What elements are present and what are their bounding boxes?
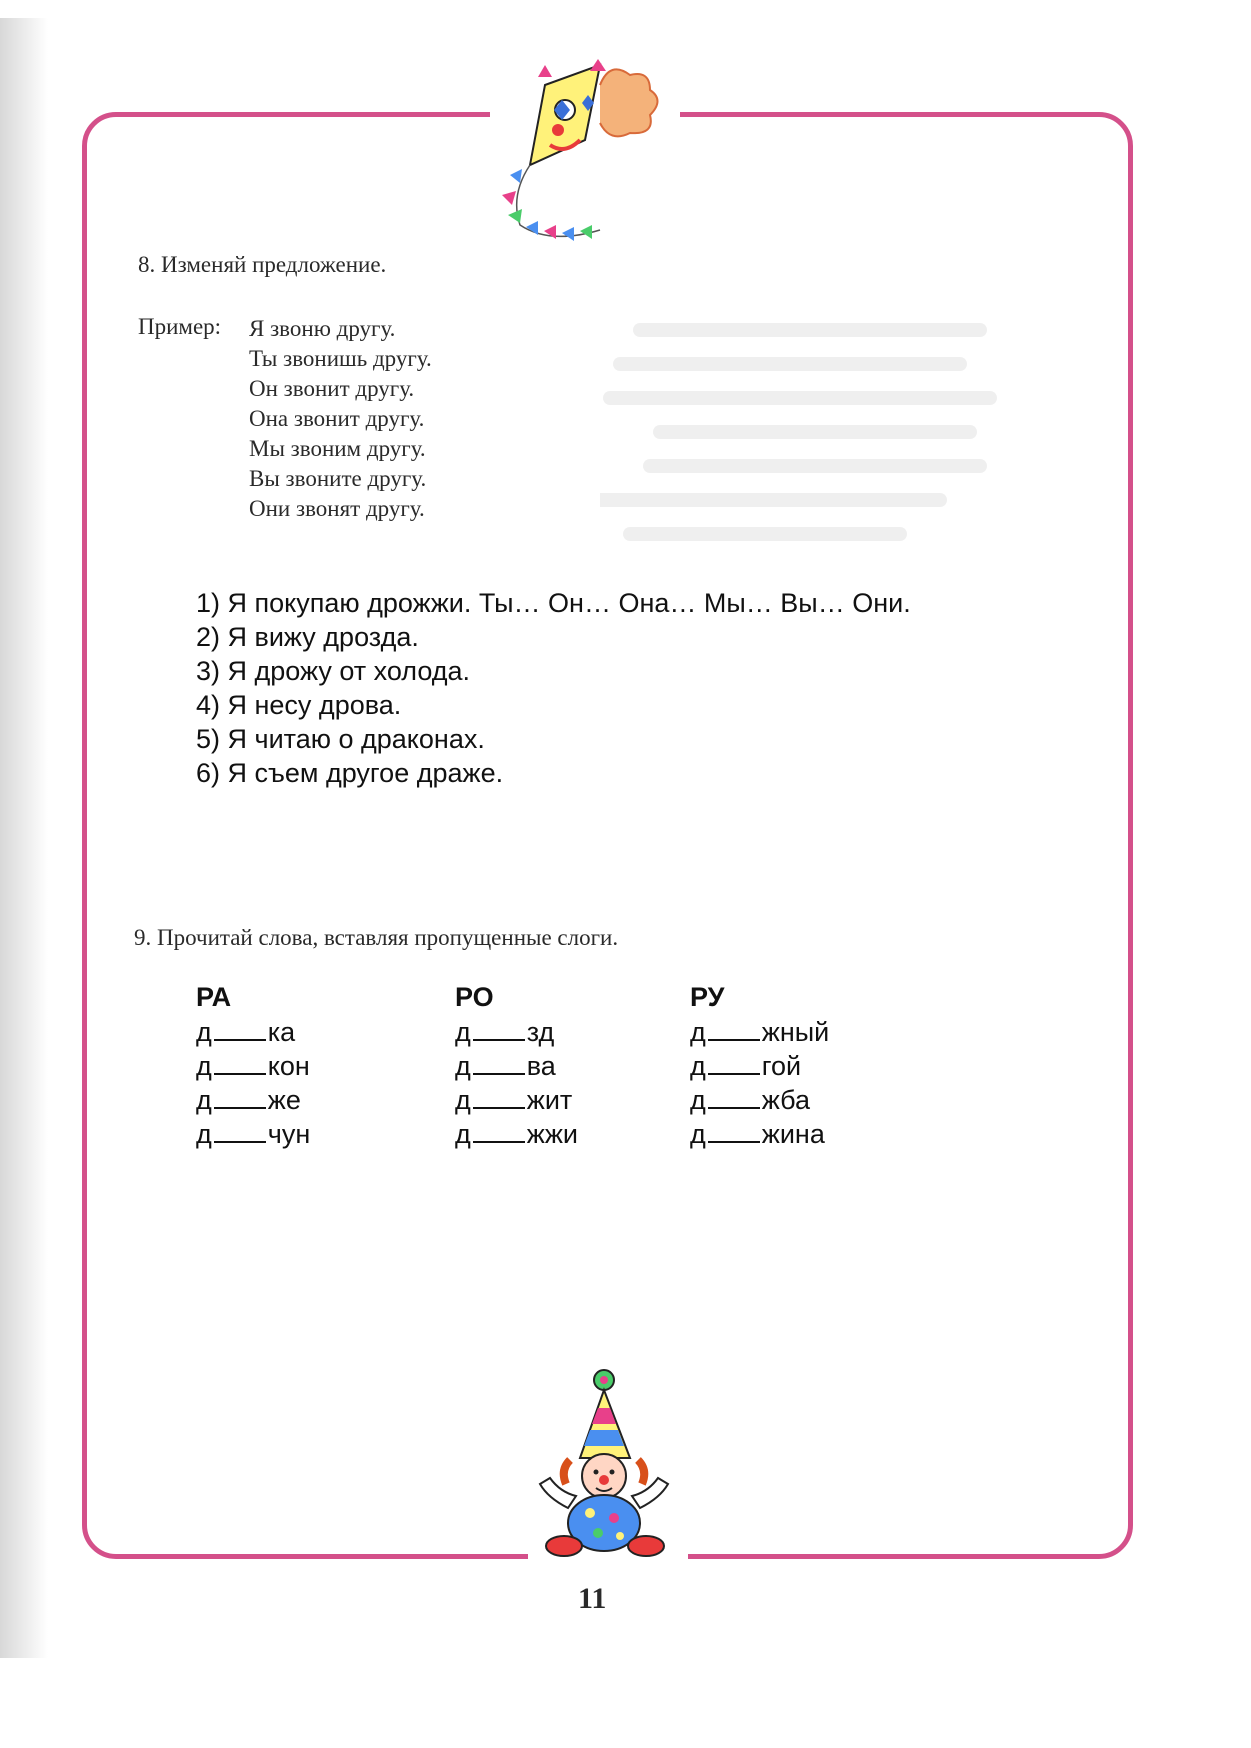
column-header: РА: [196, 982, 232, 1012]
word-prefix: д: [690, 1051, 706, 1081]
blank-line: [473, 1015, 525, 1041]
blank-line: [708, 1117, 760, 1143]
word-prefix: д: [690, 1119, 706, 1149]
column-header: РУ: [690, 982, 725, 1012]
blank-line: [214, 1117, 266, 1143]
example-line: Он звонит другу.: [249, 376, 415, 401]
example-line: Вы звоните другу.: [249, 466, 427, 491]
blank-line: [708, 1015, 760, 1041]
word-prefix: д: [455, 1085, 471, 1115]
task-item: 5) Я читаю о драконах.: [196, 724, 485, 754]
blank-line: [214, 1015, 266, 1041]
exercise-9-title: 9. Прочитай слова, вставляя пропущенные слоги.: [134, 925, 619, 950]
example-line: Она звонит другу.: [249, 406, 425, 431]
task-item: 4) Я несу дрова.: [196, 690, 402, 720]
task-item: 2) Я вижу дрозда.: [196, 622, 419, 652]
word-prefix: д: [196, 1085, 212, 1115]
word-blank-row: [196, 1083, 310, 1117]
word-suffix: жба: [761, 1085, 810, 1115]
word-suffix: гой: [761, 1051, 802, 1081]
blank-line: [214, 1049, 266, 1075]
blank-line: [473, 1083, 525, 1109]
word-blank-row: [455, 1049, 578, 1083]
blank-line: [708, 1049, 760, 1075]
page-bottom-margin: [0, 1658, 1251, 1748]
clown-doll-illustration: [528, 1368, 688, 1568]
word-suffix: ка: [267, 1017, 296, 1047]
example-sentences: [249, 314, 432, 524]
word-prefix: д: [196, 1051, 212, 1081]
word-prefix: д: [455, 1051, 471, 1081]
word-suffix: чун: [267, 1119, 311, 1149]
page-frame: [82, 112, 1133, 1559]
word-suffix: жный: [761, 1017, 830, 1047]
page-edge-shadow: [0, 18, 48, 1658]
blank-line: [473, 1117, 525, 1143]
example-line: Они звонят другу.: [249, 496, 425, 521]
kite-clown-illustration: [490, 55, 680, 245]
word-blank-row: [690, 1083, 829, 1117]
exercise-8-tasks: [196, 586, 911, 790]
word-blank-row: [455, 1117, 578, 1151]
example-label: Пример:: [138, 314, 222, 339]
task-item: 3) Я дрожу от холода.: [196, 656, 471, 686]
example-line: Ты звонишь другу.: [249, 346, 432, 371]
task-item: 6) Я съем другое драже.: [196, 758, 504, 788]
word-blank-row: [196, 1117, 310, 1151]
blank-line: [708, 1083, 760, 1109]
blank-line: [214, 1083, 266, 1109]
word-prefix: д: [690, 1085, 706, 1115]
task-item: 1) Я покупаю дрожжи. Ты… Он… Она… Мы… Вы… Они.: [196, 588, 911, 618]
page-number: 11: [578, 1582, 607, 1615]
word-prefix: д: [455, 1017, 471, 1047]
word-prefix: д: [196, 1017, 212, 1047]
word-suffix: зд: [526, 1017, 555, 1047]
column-header: РО: [455, 982, 494, 1012]
word-suffix: жина: [761, 1119, 825, 1149]
word-blank-row: [196, 1049, 310, 1083]
word-suffix: ва: [526, 1051, 556, 1081]
word-prefix: д: [455, 1119, 471, 1149]
syllable-column-ro: [455, 980, 578, 1151]
word-suffix: же: [267, 1085, 301, 1115]
syllable-column-ru: [690, 980, 829, 1151]
word-suffix: жит: [526, 1085, 573, 1115]
word-blank-row: [690, 1015, 829, 1049]
word-blank-row: [690, 1117, 829, 1151]
example-line: Я звоню другу.: [249, 316, 396, 341]
word-suffix: жжи: [526, 1119, 578, 1149]
word-blank-row: [455, 1083, 578, 1117]
word-blank-row: [196, 1015, 310, 1049]
word-blank-row: [690, 1049, 829, 1083]
example-line: Мы звоним другу.: [249, 436, 426, 461]
exercise-8-title: 8. Изменяй предложение.: [138, 252, 387, 277]
blank-line: [473, 1049, 525, 1075]
word-suffix: кон: [267, 1051, 310, 1081]
word-blank-row: [455, 1015, 578, 1049]
word-prefix: д: [196, 1119, 212, 1149]
syllable-column-ra: [196, 980, 310, 1151]
word-prefix: д: [690, 1017, 706, 1047]
